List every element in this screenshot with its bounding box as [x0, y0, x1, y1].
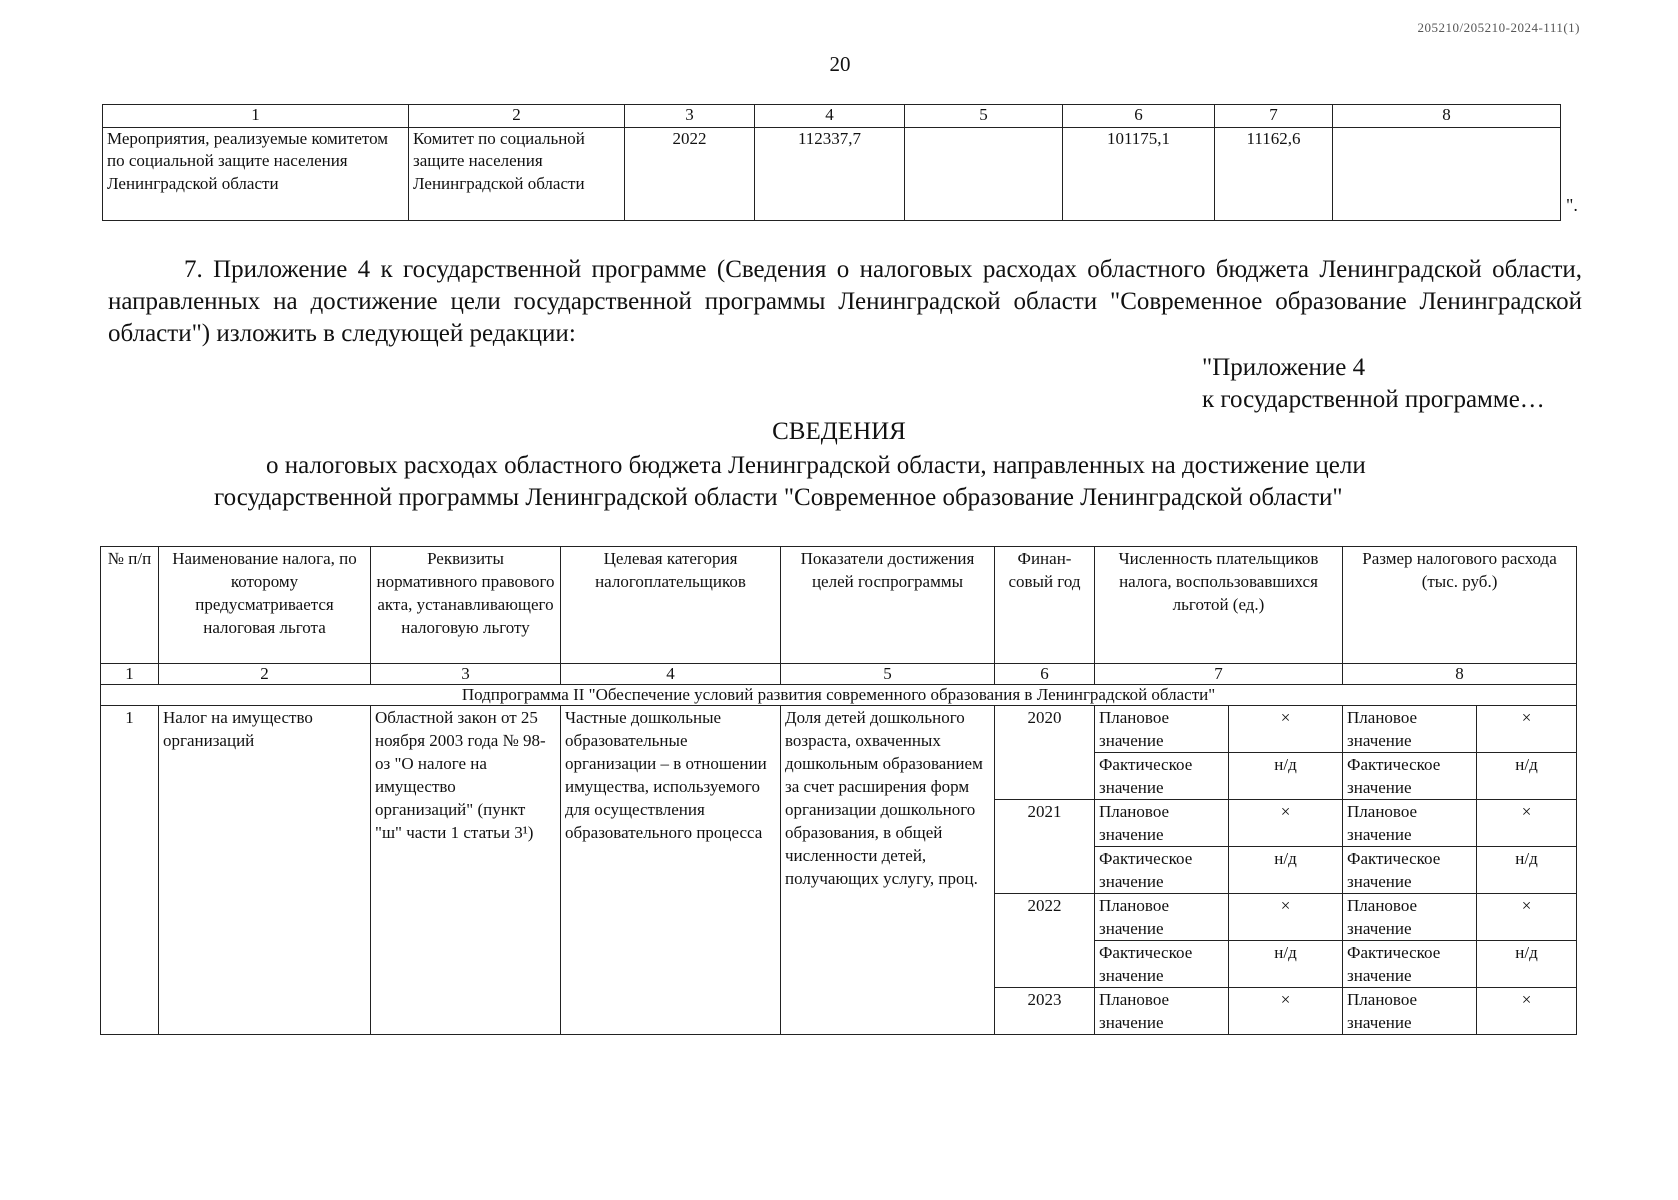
header-year: Финан-совый год — [995, 547, 1095, 664]
document-subtitle-line2: государственной программы Ленинградской области "Современное образование Ленинградской области" — [214, 484, 1343, 511]
appendix-label: "Приложение 4 — [1202, 354, 1366, 381]
fiscal-year: 2020 — [995, 706, 1095, 800]
planned-label: Плановое значение — [1343, 988, 1477, 1035]
legal-act: Областной закон от 25 ноября 2003 года № 98-оз "О налоге на имущество организаций" (пункт "ш" части 1 статьи 3¹) — [371, 706, 561, 1035]
planned-label: Плановое значение — [1095, 988, 1229, 1035]
paragraph-text: 7. Приложение 4 к государственной программе (Сведения о налоговых расходах областного бюджета Ленинградской области, направленных на достижение цели государственной программы Ленинградской области "Современное образование Ленинградской области") изложить в следующей редакции: — [108, 256, 1582, 347]
table-row — [103, 128, 1561, 221]
executor: Комитет по социальной защите населения Ленинградской области — [409, 128, 625, 221]
tax-name: Налог на имущество организаций — [159, 706, 371, 1035]
header-payers: Численность плательщиков налога, воспользовавшихся льготой (ед.) — [1095, 547, 1343, 664]
planned-amount: × — [1477, 706, 1577, 753]
actual-amount: н/д — [1477, 847, 1577, 894]
actual-amount: н/д — [1477, 753, 1577, 800]
table-row — [101, 706, 1577, 753]
column-number-row — [101, 664, 1577, 685]
appendix-subtitle: к государственной программе… — [1202, 386, 1545, 413]
planned-label: Плановое значение — [1343, 706, 1477, 753]
planned-payers: × — [1229, 894, 1343, 941]
closing-quote: ". — [1566, 195, 1578, 215]
header-category: Целевая категория налогоплательщиков — [561, 547, 781, 664]
header-indicators: Показатели достижения целей госпрограммы — [781, 547, 995, 664]
header-tax-name: Наименование налога, по которому предусматривается налоговая льгота — [159, 547, 371, 664]
actual-label: Фактическое значение — [1343, 847, 1477, 894]
planned-payers: × — [1229, 988, 1343, 1035]
tax-expenditures-table — [100, 546, 1577, 1035]
col-number: 1 — [103, 105, 409, 128]
col-number: 1 — [101, 664, 159, 685]
planned-payers: × — [1229, 706, 1343, 753]
header-row — [101, 547, 1577, 664]
planned-amount: × — [1477, 894, 1577, 941]
cell-7: 11162,6 — [1215, 128, 1333, 221]
fiscal-year: 2023 — [995, 988, 1095, 1035]
cell-8 — [1333, 128, 1561, 221]
document-title: СВЕДЕНИЯ — [772, 418, 906, 445]
actual-label: Фактическое значение — [1343, 753, 1477, 800]
col-number: 3 — [371, 664, 561, 685]
col-number: 2 — [159, 664, 371, 685]
actual-amount: н/д — [1477, 941, 1577, 988]
document-id: 205210/205210-2024-111(1) — [1417, 20, 1580, 35]
col-number: 8 — [1343, 664, 1577, 685]
indicator: Доля детей дошкольного возраста, охваченных дошкольным образованием за счет расширения форм организации дошкольного образования, в общей численности детей, получающих услугу, проц. — [781, 706, 995, 1035]
page-number: 20 — [829, 52, 851, 76]
col-number: 5 — [905, 105, 1063, 128]
continuation-table — [102, 104, 1561, 221]
header-requisites: Реквизиты нормативного правового акта, устанавливающего налоговую льготу — [371, 547, 561, 664]
amendment-paragraph — [108, 254, 1582, 350]
subprogram-row — [101, 685, 1577, 706]
measure-name: Мероприятия, реализуемые комитетом по социальной защите населения Ленинградской области — [103, 128, 409, 221]
planned-label: Плановое значение — [1095, 800, 1229, 847]
col-number: 3 — [625, 105, 755, 128]
cell-6: 101175,1 — [1063, 128, 1215, 221]
col-number: 2 — [409, 105, 625, 128]
planned-label: Плановое значение — [1343, 894, 1477, 941]
fiscal-year: 2022 — [995, 894, 1095, 988]
col-number: 8 — [1333, 105, 1561, 128]
actual-label: Фактическое значение — [1095, 753, 1229, 800]
col-number: 5 — [781, 664, 995, 685]
row-number: 1 — [101, 706, 159, 1035]
header-amount: Размер налогового расхода (тыс. руб.) — [1343, 547, 1577, 664]
col-number: 6 — [1063, 105, 1215, 128]
col-number: 4 — [561, 664, 781, 685]
fiscal-year: 2021 — [995, 800, 1095, 894]
actual-label: Фактическое значение — [1095, 847, 1229, 894]
year: 2022 — [625, 128, 755, 221]
planned-label: Плановое значение — [1095, 894, 1229, 941]
actual-label: Фактическое значение — [1095, 941, 1229, 988]
actual-label: Фактическое значение — [1343, 941, 1477, 988]
planned-amount: × — [1477, 988, 1577, 1035]
col-number: 4 — [755, 105, 905, 128]
planned-amount: × — [1477, 800, 1577, 847]
column-number-row — [103, 105, 1561, 128]
header-num: № п/п — [101, 547, 159, 664]
planned-label: Плановое значение — [1343, 800, 1477, 847]
planned-label: Плановое значение — [1095, 706, 1229, 753]
total-amount: 112337,7 — [755, 128, 905, 221]
cell-5 — [905, 128, 1063, 221]
actual-payers: н/д — [1229, 941, 1343, 988]
actual-payers: н/д — [1229, 753, 1343, 800]
col-number: 7 — [1215, 105, 1333, 128]
document-subtitle-line1: о налоговых расходах областного бюджета Ленинградской области, направленных на достижение цели — [266, 452, 1366, 479]
actual-payers: н/д — [1229, 847, 1343, 894]
planned-payers: × — [1229, 800, 1343, 847]
col-number: 7 — [1095, 664, 1343, 685]
col-number: 6 — [995, 664, 1095, 685]
target-category: Частные дошкольные образовательные организации – в отношении имущества, используемого для осуществления образовательного процесса — [561, 706, 781, 1035]
subprogram-title: Подпрограмма II "Обеспечение условий развития современного образования в Ленинградской области" — [101, 685, 1577, 706]
